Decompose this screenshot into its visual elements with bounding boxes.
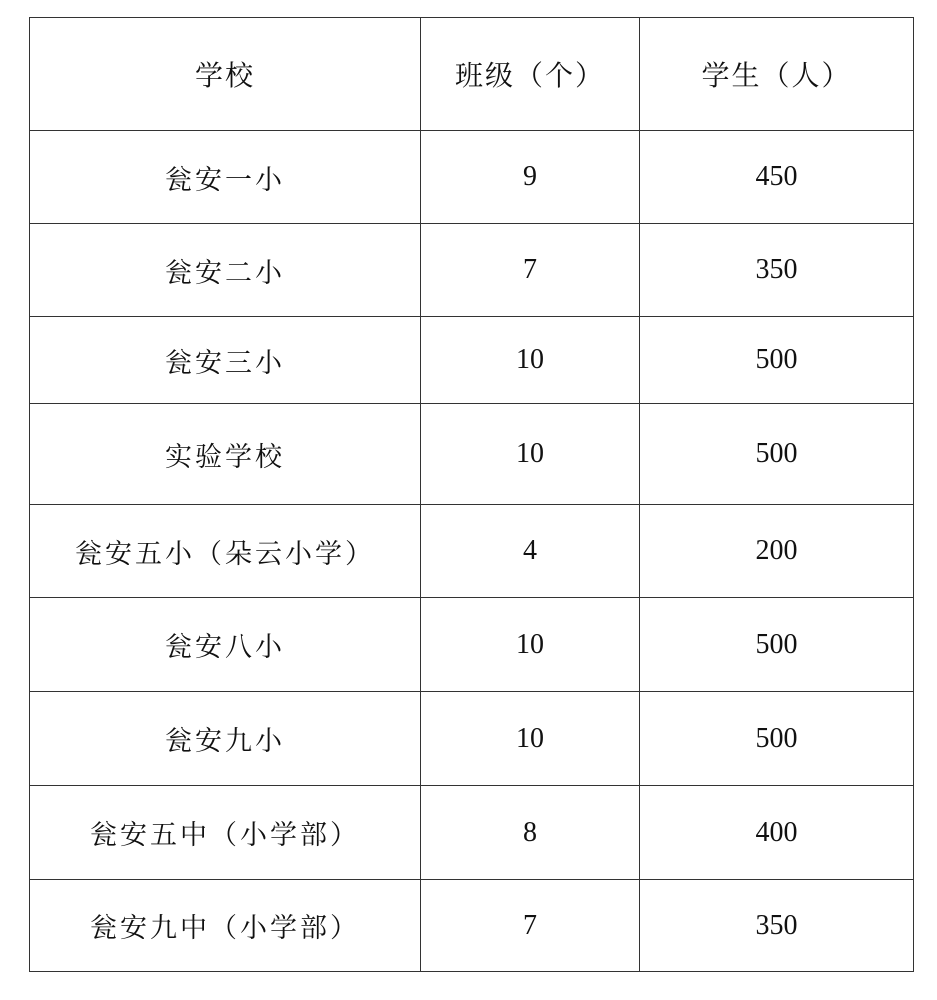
cell-students: 500 [640, 317, 914, 404]
cell-students: 200 [640, 505, 914, 598]
cell-classes: 10 [421, 598, 640, 692]
cell-classes: 7 [421, 880, 640, 972]
cell-students: 500 [640, 598, 914, 692]
cell-school: 瓮安五中（小学部） [30, 786, 421, 880]
cell-school: 瓮安三小 [30, 317, 421, 404]
cell-school: 瓮安一小 [30, 131, 421, 224]
cell-classes: 7 [421, 224, 640, 317]
header-row [30, 18, 914, 131]
table-row [30, 404, 914, 505]
header-students: 学生（人） [640, 18, 914, 131]
cell-students: 500 [640, 404, 914, 505]
table-row [30, 692, 914, 786]
cell-school: 瓮安五小（朵云小学） [30, 505, 421, 598]
table-row [30, 786, 914, 880]
cell-classes: 10 [421, 692, 640, 786]
cell-classes: 9 [421, 131, 640, 224]
cell-students: 450 [640, 131, 914, 224]
table-body [30, 131, 914, 972]
table-row [30, 880, 914, 972]
cell-classes: 8 [421, 786, 640, 880]
table-row [30, 505, 914, 598]
header-school: 学校 [30, 18, 421, 131]
cell-school: 瓮安九小 [30, 692, 421, 786]
cell-students: 400 [640, 786, 914, 880]
table-header [30, 18, 914, 131]
cell-students: 350 [640, 224, 914, 317]
cell-classes: 10 [421, 404, 640, 505]
cell-classes: 10 [421, 317, 640, 404]
cell-school: 实验学校 [30, 404, 421, 505]
school-table-container [29, 17, 913, 972]
cell-classes: 4 [421, 505, 640, 598]
cell-school: 瓮安八小 [30, 598, 421, 692]
cell-school: 瓮安九中（小学部） [30, 880, 421, 972]
cell-students: 500 [640, 692, 914, 786]
school-table [29, 17, 914, 972]
table-row [30, 317, 914, 404]
table-row [30, 224, 914, 317]
header-classes: 班级（个） [421, 18, 640, 131]
cell-school: 瓮安二小 [30, 224, 421, 317]
table-row [30, 598, 914, 692]
cell-students: 350 [640, 880, 914, 972]
table-row [30, 131, 914, 224]
